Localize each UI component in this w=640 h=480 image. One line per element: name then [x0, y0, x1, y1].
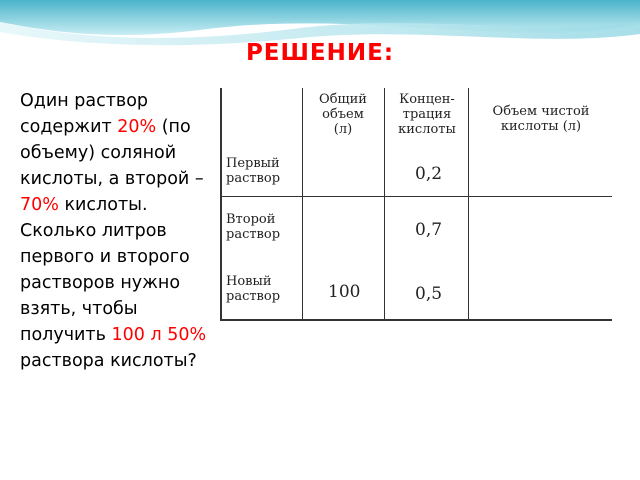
target-volume-percent: 100 л 50%	[111, 325, 207, 345]
row-label-first: Первый раствор	[226, 156, 281, 186]
cell-concentration-new: 0,5	[415, 284, 443, 304]
cell-volume-new: 100	[328, 282, 361, 302]
table-border	[468, 88, 469, 320]
percent-second: 70%	[20, 195, 59, 215]
table-border	[220, 88, 222, 320]
solution-table	[220, 84, 612, 320]
slide-title: РЕШЕНИЕ:	[245, 40, 395, 66]
problem-text-part: Один раствор содержит	[20, 91, 149, 137]
table-border	[302, 88, 303, 320]
cell-concentration-first: 0,2	[415, 164, 443, 184]
header-concentration: Концен-трация кислоты	[398, 92, 456, 137]
table-border	[220, 319, 612, 321]
row-label-new: Новый раствор	[226, 274, 281, 304]
problem-text-part: (по объему) соляной кислоты, а второй –	[20, 117, 204, 189]
row-label-second: Второй раствор	[226, 212, 281, 242]
problem-text-part: кислоты. Сколько литров первого и второго растворов нужно взять, чтобы получить	[20, 195, 190, 345]
header-total-volume: Общий объем (л)	[319, 92, 367, 137]
problem-text-part: раствора кислоты?	[20, 351, 197, 371]
problem-text	[20, 88, 215, 374]
table-border	[384, 88, 385, 320]
header-pure-acid: Объем чистой кислоты (л)	[492, 104, 590, 134]
percent-first: 20%	[117, 117, 157, 137]
table-border	[220, 196, 612, 197]
cell-concentration-second: 0,7	[415, 220, 443, 240]
